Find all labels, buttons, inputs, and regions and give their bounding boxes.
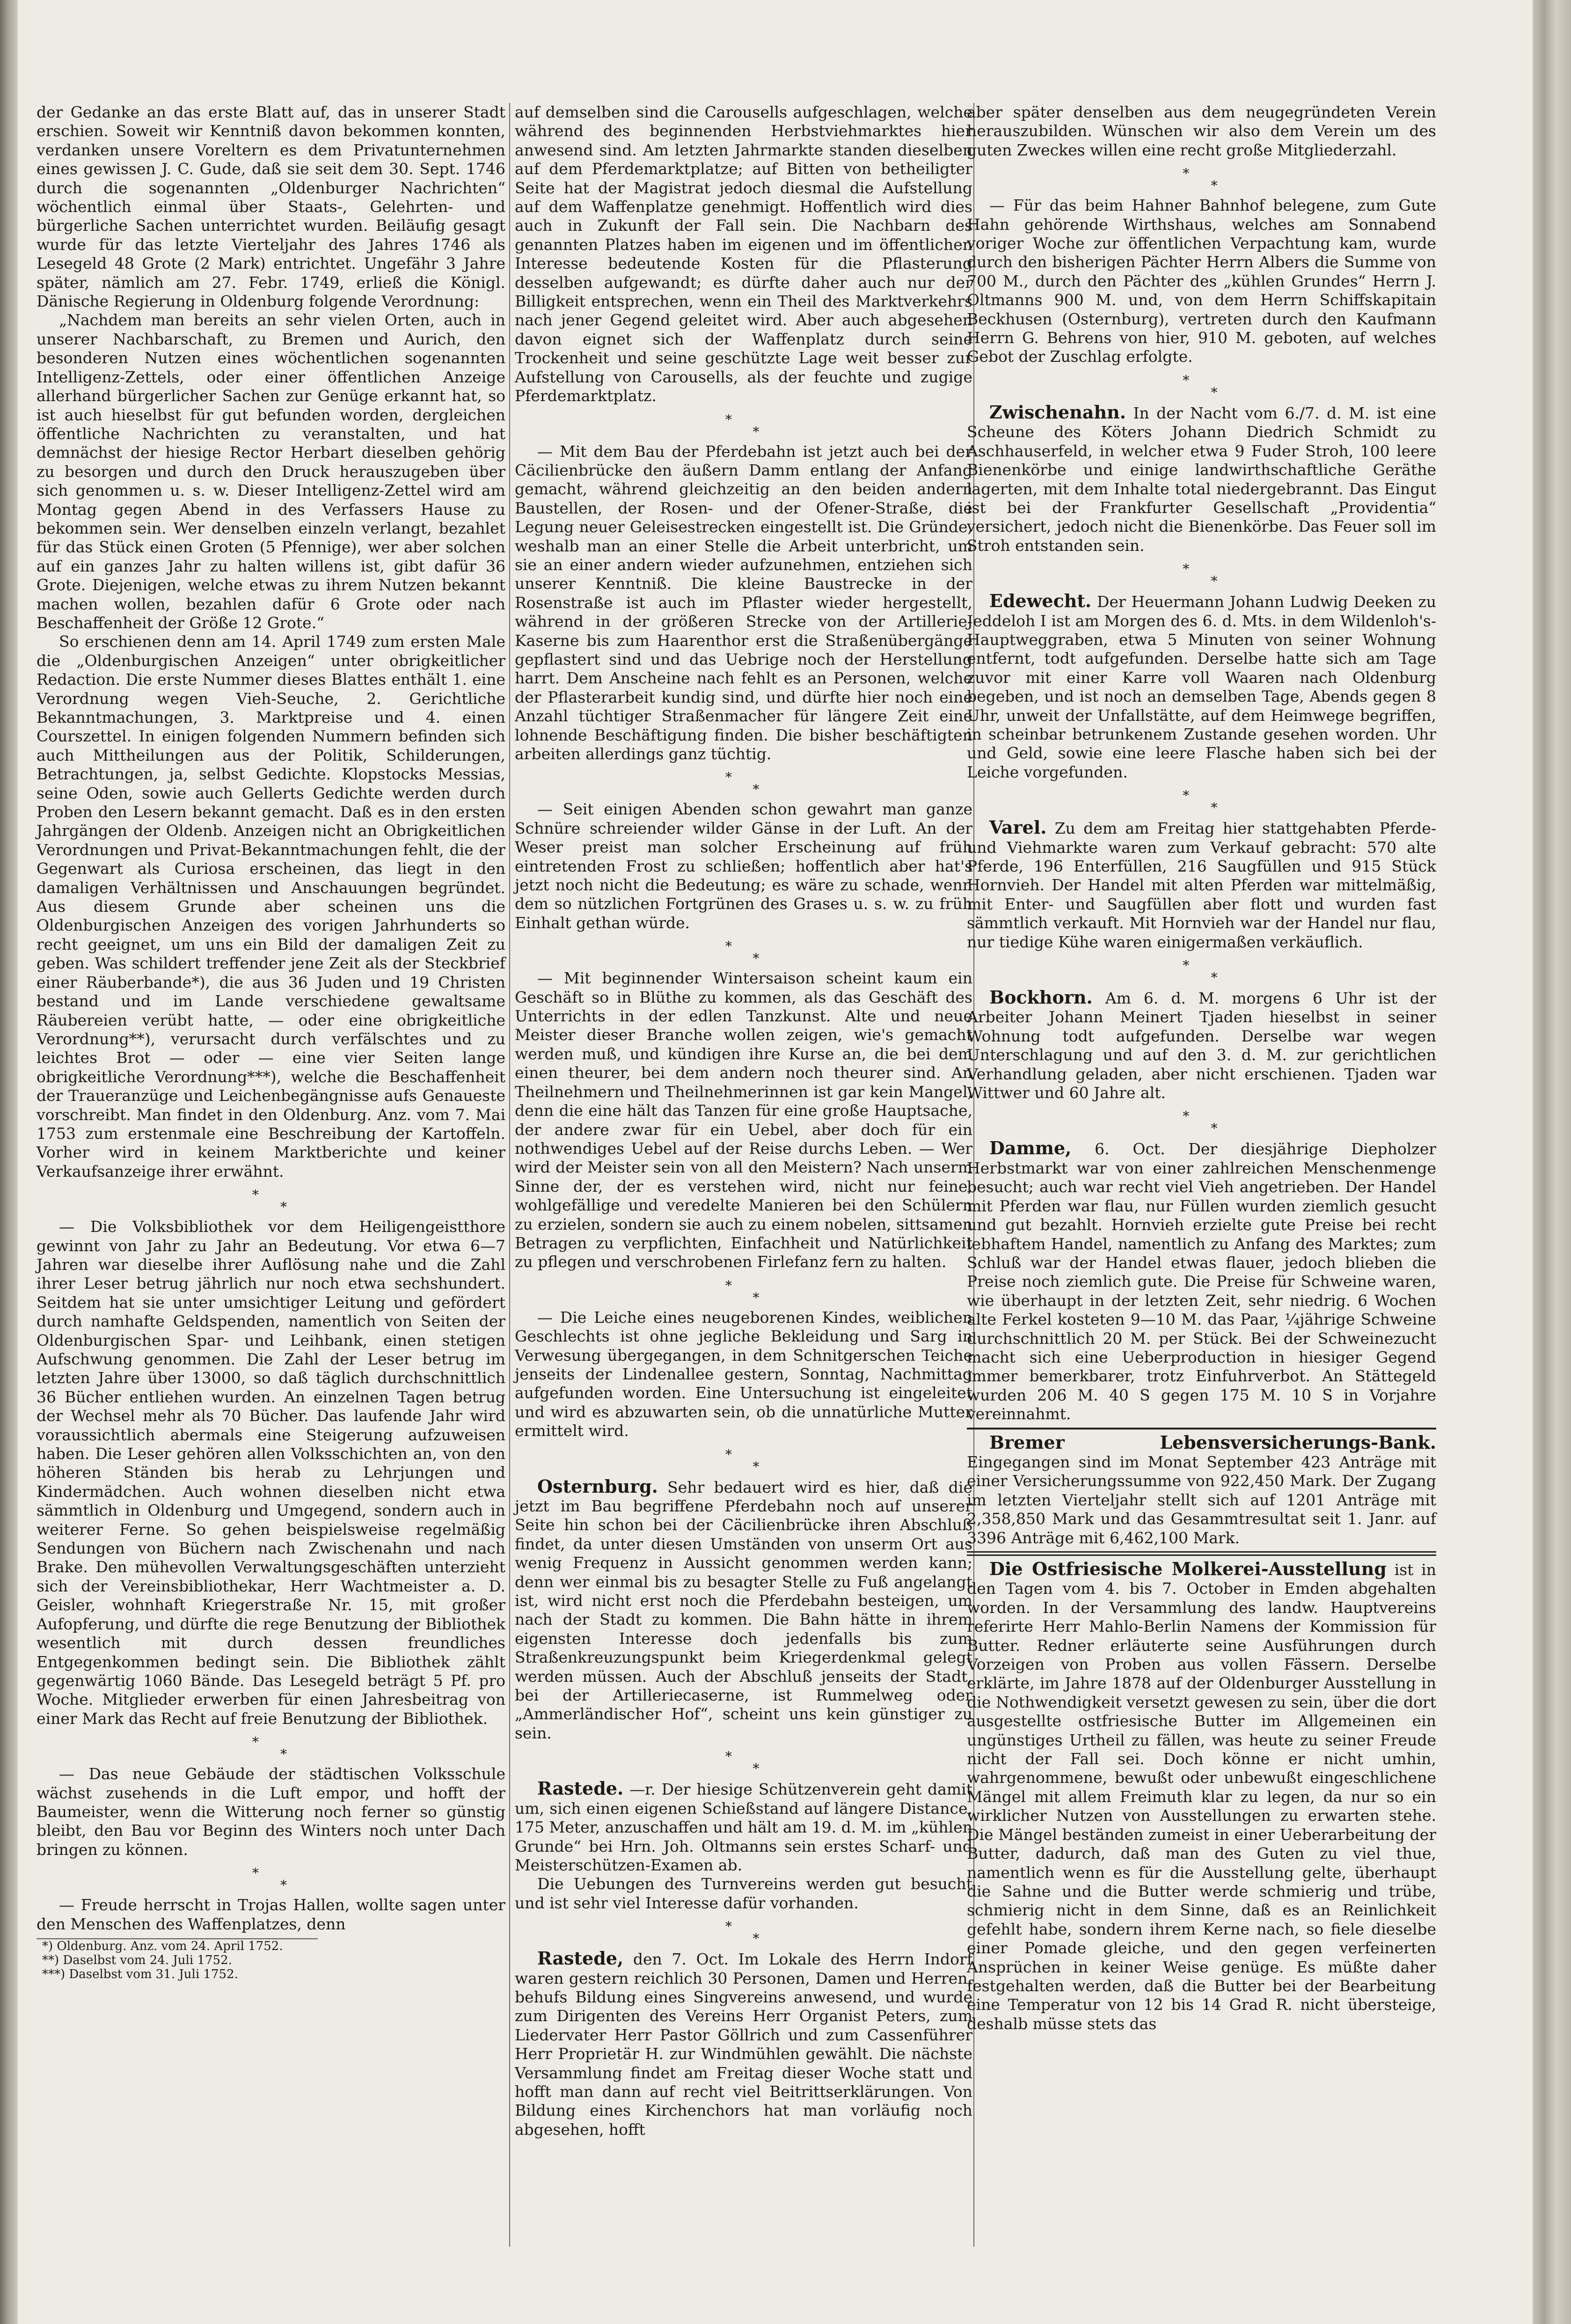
separator-stars: * * <box>725 1446 760 1474</box>
footnote-3: ***) Daselbst vom 31. Juli 1752. <box>42 1967 238 1981</box>
article-rastede-2 <box>515 1949 972 2139</box>
heading-rastede-1: Rastede. <box>537 1778 624 1799</box>
article-edewecht <box>967 592 1436 782</box>
page-right-edge <box>1533 0 1571 2324</box>
separator-stars: * * <box>1183 1108 1218 1136</box>
article-osternburg <box>515 1477 972 1743</box>
text-damme: 6. Oct. Der diesjährige Diepholzer Herbstmarkt war von einer zahlreichen Menschenmenge besucht; auch war recht viel Vieh angetrieben. Der Handel mit Pferden war flau, nur Füllen wurden ziemlich gesucht und gut bezahlt. Hornvieh erzielte gute Preise bei recht lebhaftem Handel, namentlich zu Anfang des Marktes; zum Schluß war der Handel etwas flauer, jedoch blieben die Preise noch ziemlich gute. Die Preise für Schweine waren, wie überhaupt in der letzten Zeit, sehr niedrig. 6 Wochen alte Ferkel kosteten 9—10 M. das Paar, ¼jährige Schweine durchschnittlich 20 M. per Stück. Bei der Schweinezucht macht sich eine Ueberproduction in hiesiger Gegend immer bemerkbarer, trotz Einfuhrverbot. An Stättegeld wurden 206 M. 40 S gegen 175 M. 10 S in Vorjahre vereinnahmt. <box>967 1140 1436 1423</box>
separator-stars: * * <box>252 1865 287 1893</box>
separator-stars: * * <box>725 770 760 798</box>
article-leiche: — Die Leiche eines neugeborenen Kindes, weiblichen Geschlechts ist ohne jegliche Bekleidung und Sarg in Verwesung übergegangen, in dem Schnitgerschen Teiche jenseits der Lindenallee gestern, Sonntag, Nachmittag aufgefunden worden. Eine Untersuchung ist eingeleitet und wird es abzuwarten sein, ob die unnatürliche Mutter ermittelt wird. <box>515 1308 972 1440</box>
text-bockhorn: Am 6. d. M. morgens 6 Uhr ist der Arbeiter Johann Meinert Tjaden hieselbst in seiner Wohnung todt aufgefunden. Derselbe war wegen Unterschlagung und auf den 3. d. M. zur gerichtlichen Verhandlung geladen, aber nicht erschienen. Tjaden war Wittwer und 60 Jahre alt. <box>967 989 1436 1102</box>
separator-stars: * * <box>725 938 760 967</box>
article-bockhorn <box>967 988 1436 1102</box>
heading-osternburg: Osternburg. <box>537 1475 658 1497</box>
article-bremer-bank <box>967 1433 1436 1547</box>
article-volksbibliothek: — Die Volksbibliothek vor dem Heiligengeistthore gewinnt von Jahr zu Jahr an Bedeutung. Vor etwa 6—7 Jahren war dieselbe ihrer Auflösung nahe und die Zahl ihrer Leser betrug jährlich nur noch etwa sechshundert. Seitdem hat sie unter umsichtiger Leitung und gefördert durch namhafte Geldspenden, namentlich von Seiten der Oldenburgischen Spar- und Leihbank, einen stetigen Aufschwung genommen. Die Zahl der Leser betrug im letzten Jahre über 13000, so daß täglich durchschnittlich 36 Bücher entliehen wurden. An einzelnen Tagen betrug der Wechsel mehr als 70 Bücher. Das laufende Jahr wird voraussichtlich abermals eine Steigerung aufzuweisen haben. Die Leser gehören allen Volksschichten an, von den höheren Ständen bis herab zu Lehrjungen und Kindermädchen. Auch wohnen dieselben nicht etwa sämmtlich in Oldenburg und Umgegend, sondern auch in weiterer Ferne. So gehen beispielsweise regelmäßig Sendungen von Büchern nach Zwischenahn und nach Brake. Den mühevollen Verwaltungsgeschäften unterzieht sich der Vereinsbibliothekar, Herr Wachtmeister a. D. Geisler, wohnhaft Kriegerstraße Nr. 15, mit großer Aufopferung, und dürfte die rege Benutzung der Bibliothek wesentlich mit durch dessen freundliches Entgegenkommen bedingt sein. Die Bibliothek zählt gegenwärtig 1060 Bände. Das Lesegeld beträgt 5 Pf. pro Woche. Mitglieder erwerben für einen Jahresbeitrag von einer Mark das Recht auf freie Benutzung der Bibliothek. <box>37 1217 505 1728</box>
article-neues-gebaeude: — Das neue Gebäude der städtischen Volksschule wächst zusehends in die Luft empor, und hofft der Baumeister, wenn die Witterung noch ferner so günstig bleibt, den Bau vor Beginn des Winters noch unter Dach bringen zu können. <box>37 1765 505 1859</box>
article-singverein-cont: aber später denselben aus dem neugegründeten Verein herauszubilden. Wünschen wir also dem Verein um des guten Zweckes willen eine recht große Mitgliederzahl. <box>967 103 1436 159</box>
heading-bremer-bank: Bremer Lebensversicherungs-Bank. <box>989 1431 1436 1453</box>
article-ordinance-quote: „Nachdem man bereits an sehr vielen Orten, auch in unserer Nachbarschaft, zu Bremen und Aurich, den besonderen Nutzen eines wöchentlichen sogenannten Intelligenz-Zettels, oder einer öffentlichen Anzeige allerhand bürgerlicher Sachen zur Genüge erkannt hat, so ist auch hieselbst für gut befunden worden, dergleichen öffentliche Nachrichten zu veranstalten, und hat demnächst der hiesige Rector Herbart dieselben gehörig zu besorgen und durch den Druck herauszugeben über sich genommen u. s. w. Dieser Intelligenz-Zettel wird am Montag gegen Abend in des Verfassers Hause zu bekommen sein. Wer denselben einzeln verlangt, bezahlet für das Stück einen Groten (5 Pfennige), wer aber solchen auf ein ganzes Jahr zu halten willens ist, gibt dafür 36 Grote. Diejenigen, welche etwas zu ihrem Nutzen bekannt machen wollen, bezahlen dafür 6 Grote oder nach Beschaffenheit der Größe 12 Grote.“ <box>37 311 505 632</box>
page-left-edge <box>0 0 18 2324</box>
column-1 <box>37 103 505 1981</box>
text-bremer-bank: Eingegangen sind im Monat September 423 Anträge mit einer Versicherungssumme von 922,450 Mark. Der Zugang im letzten Vierteljahr stellt sich auf 1201 Anträge mit 2,358,850 Mark und das Gesammtresultat seit 1. Janr. auf 3396 Anträge mit 6,462,100 Mark. <box>967 1452 1436 1547</box>
separator-stars: * * <box>252 1187 287 1215</box>
article-varel <box>967 818 1436 952</box>
article-anzeigen-history-start: der Gedanke an das erste Blatt auf, das in unserer Stadt erschien. Soweit wir Kenntniß davon bekommen konnten, verdanken unsere Voreltern es dem Privatunternehmen eines gewissen J. C. Gude, daß sie seit dem 30. Sept. 1746 durch die sogenannten „Oldenburger Nachrichten“ wöchentlich einmal über Staats-, Gelehrten- und bürgerliche Sachen unterrichtet wurden. Beiläufig gesagt wurde für das letzte Vierteljahr des Jahres 1746 als Lesegeld 48 Grote (2 Mark) entrichtet. Ungefähr 3 Jahre später, nämlich am 27. Febr. 1749, erließ die Königl. Dänische Regierung in Oldenburg folgende Verordnung: <box>37 103 505 311</box>
article-molkerei <box>967 1560 1436 2033</box>
heading-zwischenahn: Zwischenahn. <box>989 401 1126 423</box>
column-rule-1 <box>509 103 510 2247</box>
heading-varel: Varel. <box>989 817 1047 838</box>
separator-stars: * * <box>725 1919 760 1947</box>
footnote-2: **) Daselbst vom 24. Juli 1752. <box>42 1953 232 1967</box>
text-osternburg: Sehr bedauert wird es hier, daß die jetzt im Bau begriffene Pferdebahn noch auf unserer Seite hin schon bei der Cäcilienbrücke ihren Abschluß findet, da unter diesen Umständen von unserm Ort aus wenig Frequenz in Aussicht genommen werden kann; denn wer einmal bis zu besagter Stelle zu Fuß angelangt ist, wird nicht erst noch die Pferdebahn besteigen, um nach der Stadt zu kommen. Die Bahn hätte in ihrem eigensten Interesse doch jedenfalls bis zum Straßenkreuzungspunkt beim Kriegerdenkmal gelegt werden müssen. Auch der Abschluß jenseits der Stadt, bei der Artilleriecaserne, ist Rummelweg oder „Ammerländischer Hof“, scheint uns kein günstiger zu sein. <box>515 1478 972 1742</box>
article-wilde-gaense: — Seit einigen Abenden schon gewahrt man ganze Schnüre schreiender wilder Gänse in der Luft. An der Weser preist man solcher Erscheinung auf früh eintretenden Frost zu schließen; hoffentlich aber hat's jetzt noch nicht die Bedeutung; es wäre zu schade, wenn dem so nützlichen Fortgrünen des Grases u. s. w. zu früh Einhalt gethan würde. <box>515 800 972 932</box>
separator-stars: * * <box>1183 166 1218 194</box>
footnote-1: *) Oldenburg. Anz. vom 24. April 1752. <box>42 1939 283 1953</box>
article-tanzkunst: — Mit beginnender Wintersaison scheint kaum ein Geschäft so in Blüthe zu kommen, als das Geschäft des Unterrichts in der edlen Tanzkunst. Alte und neue Meister dieser Branche wollen zeigen, wie's gemacht werden muß, und kündigen ihre Kurse an, die bei dem einen theurer, bei dem andern noch theurer sind. An Theilnehmern und Theilnehmerinnen ist gar kein Mangel, denn die eine hält das Tanzen für eine große Hauptsache, der andere zwar für ein Uebel, aber doch für ein nothwendiges Uebel auf der Reise durchs Leben. — Wer wird der Meister sein von all den Meistern? Nach unserm Sinne der, der es verstehen wird, nicht nur feine, wohlgefällige und veredelte Manieren bei den Schülern zu erzielen, sondern sie auch zu einem nobelen, sittsamen Betragen zu verpflichten, Einfachheit und Natürlichkeit zu pflegen und verschrobenen Firlefanz fern zu halten. <box>515 969 972 1271</box>
text-varel: Zu dem am Freitag hier stattgehabten Pferde- und Viehmarkte waren zum Verkauf gebracht: 570 alte Pferde, 196 Enterfüllen, 216 Saugfüllen und 915 Stück Hornvieh. Der Handel mit alten Pferden war mittelmäßig, mit Enter- und Saugfüllen aber flott und wurden fast sämmtlich verkauft. Mit Hornvieh war der Handel nur flau, nur tiedige Kühe waren einigermaßen verkäuflich. <box>967 819 1436 951</box>
heading-rastede-2: Rastede, <box>537 1948 624 1969</box>
article-carousells: auf demselben sind die Carousells aufgeschlagen, welche während des beginnenden Herbstviehmarktes hier anwesend sind. Am letzten Jahrmarkte standen dieselben auf dem Pferdemarktplatze; auf Bitten von betheiligter Seite hat der Magistrat jedoch diesmal die Aufstellung auf dem Waffenplatze genehmigt. Hoffentlich wird dies auch in Zukunft der Fall sein. Die Nachbarn des genannten Platzes haben im eigenen und im öffentlichen Interesse bedeutende Kosten für die Pflasterung desselben aufgewandt; es dürfte daher auch nur der Billigkeit entsprechen, wenn ein Theil des Marktverkehrs nach jener Gegend geleitet wird. Aber auch abgesehen davon eignet sich der Waffenplatz durch seine Trockenheit und seine geschützte Lage weit besser zur Aufstellung von Carousells, als der feuchte und zugige Pferdemarktplatz. <box>515 103 972 405</box>
column-2 <box>515 103 972 2139</box>
heading-edewecht: Edewecht. <box>989 590 1092 612</box>
separator-stars: * * <box>1183 561 1218 589</box>
separator-stars: * * <box>1183 372 1218 400</box>
article-damme <box>967 1139 1436 1423</box>
article-pferdebahn: — Mit dem Bau der Pferdebahn ist jetzt auch bei der Cäcilienbrücke den äußern Damm entlang der Anfang gemacht, während gleichzeitig an den beiden andern Baustellen, der Rosen- und der Ofener-Straße, die Legung neuer Geleisestrecken eingestellt ist. Die Gründe, weshalb man an einer Stelle die Arbeit unterbricht, um sie an einer andern wieder aufzunehmen, entziehen sich unserer Kenntniß. Die kleine Baustrecke in der Rosenstraße ist auch im Pflaster wieder hergestellt, während in der größeren Strecke von der Artillerie-Kaserne bis zum Haarenthor erst die Straßenübergänge gepflastert sind und das Uebrige noch der Herstellung harrt. Dem Anscheine nach fehlt es an Personen, welche der Pflasterarbeit kundig sind, und dürfte hier noch eine Anzahl tüchtiger Straßenmacher für längere Zeit eine lohnende Beschäftigung finden. Die bisher beschäftigten arbeiten allerdings ganz tüchtig. <box>515 442 972 763</box>
separator-stars: * * <box>252 1734 287 1762</box>
article-trojas-hallen: — Freude herrscht in Trojas Hallen, wollte sagen unter den Menschen des Waffenplatzes, denn <box>37 1896 505 1933</box>
divider-rule <box>967 1428 1436 1430</box>
article-anzeigen-history-cont: So erschienen denn am 14. April 1749 zum ersten Male die „Oldenburgischen Anzeigen“ unter obrigkeitlicher Redaction. Die erste Nummer dieses Blattes enthält 1. eine Verordnung wegen Vieh-Seuche, 2. Gerichtliche Bekanntmachungen, 3. Marktpreise und 4. einen Courszettel. In einigen folgenden Nummern befinden sich auch Mittheilungen aus der Politik, Schilderungen, Betrachtungen, ja, selbst Gedichte. Klopstocks Messias, seine Oden, sowie auch Gellerts Gedichte werden durch Proben den Lesern bekannt gemacht. Daß es in den ersten Jahrgängen der Oldenb. Anzeigen nicht an Obrigkeitlichen Verordnungen und Privat-Bekanntmachungen fehlt, die der Gegenwart als Curiosa erscheinen, das liegt in den damaligen Verhältnissen und Anschauungen begründet. Aus diesem Grunde aber scheinen uns die Oldenburgischen Anzeigen des vorigen Jahrhunderts so recht geeignet, um uns ein Bild der damaligen Zeit zu geben. Was schildert treffender jene Zeit als der Steckbrief einer Räuberbande*), die aus 36 Juden und 19 Christen bestand und im Lande verschiedene gewaltsame Räubereien verübt hatte, — oder eine obrigkeitliche Verordnung**), verursacht durch verfälschtes und zu leichtes Brot — oder — eine vier Seiten lange obrigkeitliche Verordnung***), welche die Beschaffenheit der Traueranzüge und Leichenbegängnisse aufs Genaueste vorschreibt. Man findet in den Oldenburg. Anz. vom 7. Mai 1753 zum erstenmale eine Beschreibung der Kartoffeln. Vorher wird in keinem Marktberichte und keiner Verkaufsanzeige ihrer erwähnt. <box>37 632 505 1180</box>
text-rastede-1: —r. Der hiesige Schützenverein geht damit um, sich einen eigenen Schießstand auf längere Distance, 175 Meter, anzuschaffen und hält am 19. d. M. im „kühlen Grunde“ bei Hrn. Joh. Oltmanns sein erstes Scharf- und Meisterschützen-Examen ab. <box>515 1780 973 1874</box>
column-3 <box>967 103 1436 2033</box>
newspaper-page <box>18 0 1533 2324</box>
article-zwischenahn <box>967 403 1436 555</box>
heading-damme: Damme, <box>989 1137 1072 1159</box>
separator-stars: * * <box>725 1277 760 1305</box>
text-zwischenahn: In der Nacht vom 6./7. d. M. ist eine Scheune des Köters Johann Diedrich Schmidt zu Aschhauserfeld, in welcher etwa 9 Fuder Stroh, 100 leere Bienenkörbe und einige landwirthschaftliche Geräthe lagerten, mit dem Inhalte total niedergebrannt. Das Eingut ist bei der Frankfurter Gesellschaft „Providentia“ versichert, jedoch nicht die Bienenkörbe. Das Feuer soll im Stroh entstanden sein. <box>967 403 1436 555</box>
article-rastede-turnverein: Die Uebungen des Turnvereins werden gut besucht und ist sehr viel Interesse dafür vorhanden. <box>515 1875 972 1912</box>
heading-bockhorn: Bockhorn. <box>989 987 1093 1008</box>
text-rastede-2: den 7. Oct. Im Lokale des Herrn Indorf waren gestern reichlich 30 Personen, Damen und Herren, behufs Bildung eines Singvereins anwesend, und wurde zum Dirigenten des Vereins Herr Organist Peters, zum Liedervater Herr Pastor Göllrich und zum Cassenführer Herr Proprietär H. zur Windmühlen gewählt. Die nächste Versammlung findet am Freitag dieser Woche statt und hofft man dann auf recht viel Beitrittserklärungen. Von Bildung eines Kirchenchors hat man vorläufig noch abgesehen, hofft <box>515 1950 972 2139</box>
text-edewecht: Der Heuermann Johann Ludwig Deeken zu Jeddeloh I ist am Morgen des 6. d. Mts. in dem Wildenloh's-Hauptweggraben, etwa 5 Minuten von seiner Wohnung entfernt, todt aufgefunden. Derselbe hatte sich am Tage zuvor mit einer Karre voll Waaren nach Oldenburg begeben, und ist noch an demselben Tage, Abends gegen 8 Uhr, unweit der Unfallstätte, auf dem Heimwege begriffen, in scheinbar betrunkenem Zustande gesehen worden. Uhr und Geld, sowie eine leere Flasche haben sich bei der Leiche vorgefunden. <box>967 593 1436 781</box>
divider-double-rule <box>967 1551 1436 1556</box>
separator-stars: * * <box>725 1749 760 1777</box>
separator-stars: * * <box>1183 788 1218 816</box>
heading-molkerei: Die Ostfriesische Molkerei-Ausstellung <box>989 1558 1387 1579</box>
separator-stars: * * <box>725 411 760 440</box>
text-molkerei: ist in den Tagen vom 4. bis 7. October in Emden abgehalten worden. In der Versammlung des landw. Hauptvereins referirte Herr Mahlo-Berlin Namens der Kommission für Butter. Redner erläuterte seine Ausführungen durch Vorzeigen von Proben aus vollen Fässern. Derselbe erklärte, im Jahre 1878 auf der Oldenburger Ausstellung in die Nothwendigkeit versetzt gewesen zu sein, über die dort ausgestellte ostfriesische Butter im Allgemeinen ein ungünstiges Urtheil zu fällen, was heute zu seiner Freude nicht der Fall sei. Doch könne er nicht umhin, wahrgenommene, bewußt oder unbewußt eingeschlichene Mängel mit allem Freimuth klar zu legen, da nur so ein wirklicher Nutzen von Ausstellungen zu erwarten stehe. Die Mängel beständen zumeist in einer Ueberarbeitung der Butter, dadurch, daß man des Guten zu viel thue, namentlich wenn es für die Ausstellung gelte, überhaupt die Sahne und die Butter werde schmierig und trübe, schmierig nicht in dem Sinne, daß es an Reinlichkeit gefehlt habe, sondern ihrem Kerne nach, so fiele dieselbe einer Pomade gleiche, und den gegen verfeinerten Ansprüchen in keiner Weise genüge. Es müßte daher festgehalten werden, daß die Butter bei der Bearbeitung eine Temperatur von 12 bis 14 Grad R. nicht übersteige, deshalb müsse stets das <box>967 1561 1436 2033</box>
article-rastede-1 <box>515 1779 972 1875</box>
separator-stars: * * <box>1183 958 1218 986</box>
article-wirthshaus: — Für das beim Hahner Bahnhof belegene, zum Gute Hahn gehörende Wirthshaus, welches am Sonnabend voriger Woche zur öffentlichen Verpachtung kam, wurde durch den bisherigen Pächter Herrn Albers die Summe von 700 M., durch den Pächter des „kühlen Grundes“ Herrn J. Oltmanns 900 M. und, von dem Herrn Schiffskapitain Beckhusen (Osternburg), vertreten durch den Kaufmann Herrn G. Behrens von hier, 910 M. geboten, auf welches Gebot der Zuschlag erfolgte. <box>967 196 1436 366</box>
